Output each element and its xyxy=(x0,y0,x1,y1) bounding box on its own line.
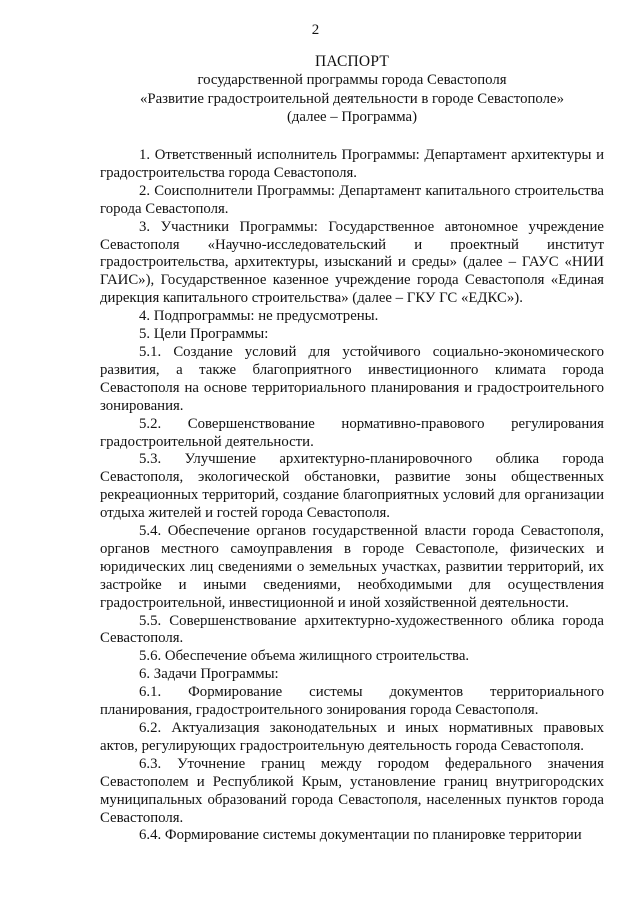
paragraph-goal-5-4: 5.4. Обеспечение органов государственной власти города Севастополя, органов местного самоуправления в городе Севастополе, физических и юридических лиц сведениями о земельных участках, развитии территорий, их застройке и иными сведениями, необходимыми для осуществления градостроительной, инвестиционной и иной хозяйственной деятельности. xyxy=(100,523,604,611)
document-title: ПАСПОРТ xyxy=(314,53,390,70)
program-subtitle-line-1: государственной программы города Севастополя xyxy=(197,72,507,89)
document-body xyxy=(100,147,604,845)
paragraph-tasks-heading: 6. Задачи Программы: xyxy=(139,666,279,683)
paragraph-participants: 3. Участники Программы: Государственное автономное учреждение Севастополя «Научно-исследовательский и проектный институт градостроительства, архитектуры, изысканий и среды» (далее – ГАУС «НИИ ГАИС»), Государственное казенное учреждение города Севастополя «Единая дирекция капитального строительства» (далее – ГКУ ГС «ЕДКС»). xyxy=(100,218,604,307)
paragraph-task-6-1: 6.1. Формирование системы документов территориального планирования, градостроительного зонирования города Севастополя. xyxy=(100,684,604,719)
paragraph-goal-5-3: 5.3. Улучшение архитектурно-планировочного облика города Севастополя, экологической обстановки, развитие зоны общественных рекреационных территорий, создание благоприятных условий для организации отдыха жителей и гостей города Севастополя. xyxy=(100,451,604,522)
paragraph-goals-heading: 5. Цели Программы: xyxy=(139,326,269,343)
paragraph-subprograms: 4. Подпрограммы: не предусмотрены. xyxy=(139,308,379,325)
paragraph-goal-5-2: 5.2. Совершенствование нормативно-правового регулирования градостроительной деятельности. xyxy=(100,415,604,450)
paragraph-task-6-2: 6.2. Актуализация законодательных и иных нормативных правовых актов, регулирующих градостроительную деятельность города Севастополя. xyxy=(100,720,604,754)
paragraph-task-6-3: 6.3. Уточнение границ между городом федерального значения Севастополем и Республикой Крым, установление границ внутригородских муниципальных образований города Севастополя, населенных пунктов города Севастополя. xyxy=(100,755,604,826)
page-number: 2 xyxy=(311,22,320,38)
paragraph-goal-5-5: 5.5. Совершенствование архитектурно-художественного облика города Севастополя. xyxy=(100,612,604,647)
paragraph-task-6-4: 6.4. Формирование системы документации по планировке территории xyxy=(139,827,582,844)
paragraph-responsible-executor: 1. Ответственный исполнитель Программы: Департамент архитектуры и градостроительства города Севастополя. xyxy=(100,147,604,181)
passport-header xyxy=(100,53,604,127)
paragraph-goal-5-6: 5.6. Обеспечение объема жилищного строительства. xyxy=(139,648,470,665)
paragraph-goal-5-1: 5.1. Создание условий для устойчивого социально-экономического развития, а также благоприятного инвестиционного климата города Севастополя на основе территориального планирования и градостроительного зонирования. xyxy=(100,343,604,414)
paragraph-co-executors: 2. Соисполнители Программы: Департамент капитального строительства города Севастополя. xyxy=(100,182,604,217)
program-subtitle-line-3: (далее – Программа) xyxy=(286,109,418,126)
program-subtitle-line-2: «Развитие градостроительной деятельности в городе Севастополе» xyxy=(139,90,564,107)
